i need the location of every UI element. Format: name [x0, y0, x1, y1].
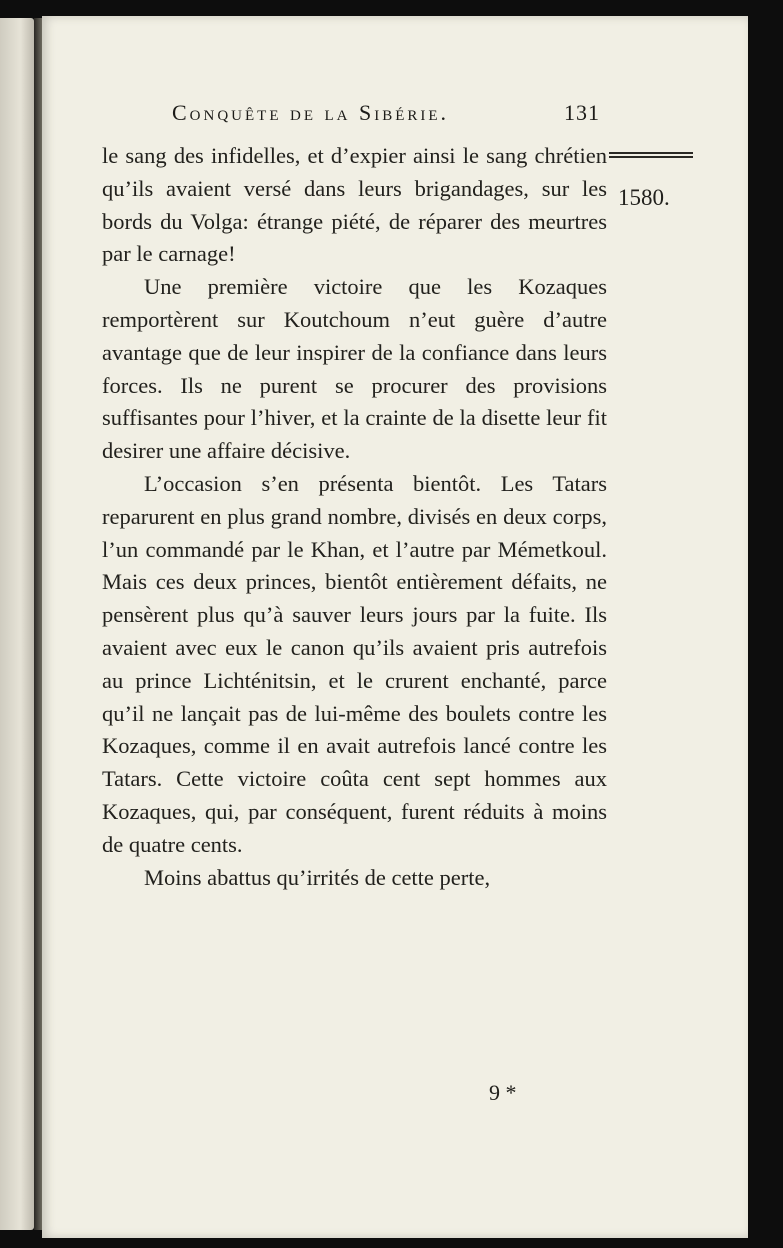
paragraph: Moins abattus qu’irrités de cette perte,	[144, 864, 491, 890]
book-gutter	[34, 18, 42, 1230]
margin-rule-decoration	[609, 152, 693, 163]
paragraph: le sang des infidelles, et d’expier ainsi le sang chrétien qu’ils avaient versé dans leurs brigandages, sur les bords du Volga: étrange piété, de réparer des meurtres par le carnage!	[102, 143, 607, 267]
margin-year-note: 1580.	[618, 185, 670, 210]
page-number: 131	[564, 100, 600, 125]
running-head	[130, 100, 600, 130]
running-head-title: Conquête de la Sibérie.	[172, 100, 450, 125]
previous-page-edge	[0, 18, 34, 1230]
scan-background	[748, 16, 783, 1238]
body-text	[102, 140, 607, 894]
paragraph: L’occasion s’en présenta bientôt. Les Tatars reparurent en plus grand nombre, divisés en deux corps, l’un commandé par le Khan, et l’autre par Mémetkoul. Mais ces deux princes, bientôt entièrement défaits, ne pensèrent plus qu’à sauver leurs jours par la fuite. Ils avaient avec eux le canon qu’ils avaient pris autrefois au prince Lichténitsin, et le crurent enchanté, parce qu’il ne lançait pas de lui-même des boulets contre les Kozaques, comme il en avait autrefois lancé contre les Tatars. Cette victoire coûta cent sept hommes aux Kozaques, qui, par conséquent, furent réduits à moins de quatre cents.	[102, 470, 607, 857]
signature-mark: 9 *	[489, 1080, 517, 1105]
paragraph: Une première victoire que les Kozaques remportèrent sur Koutchoum n’eut guère d’autre avantage que de leur inspirer de la confiance dans leurs forces. Ils ne purent se procurer des provisions suffisantes pour l’hiver, et la crainte de la disette leur fit desirer une affaire décisive.	[102, 274, 607, 464]
